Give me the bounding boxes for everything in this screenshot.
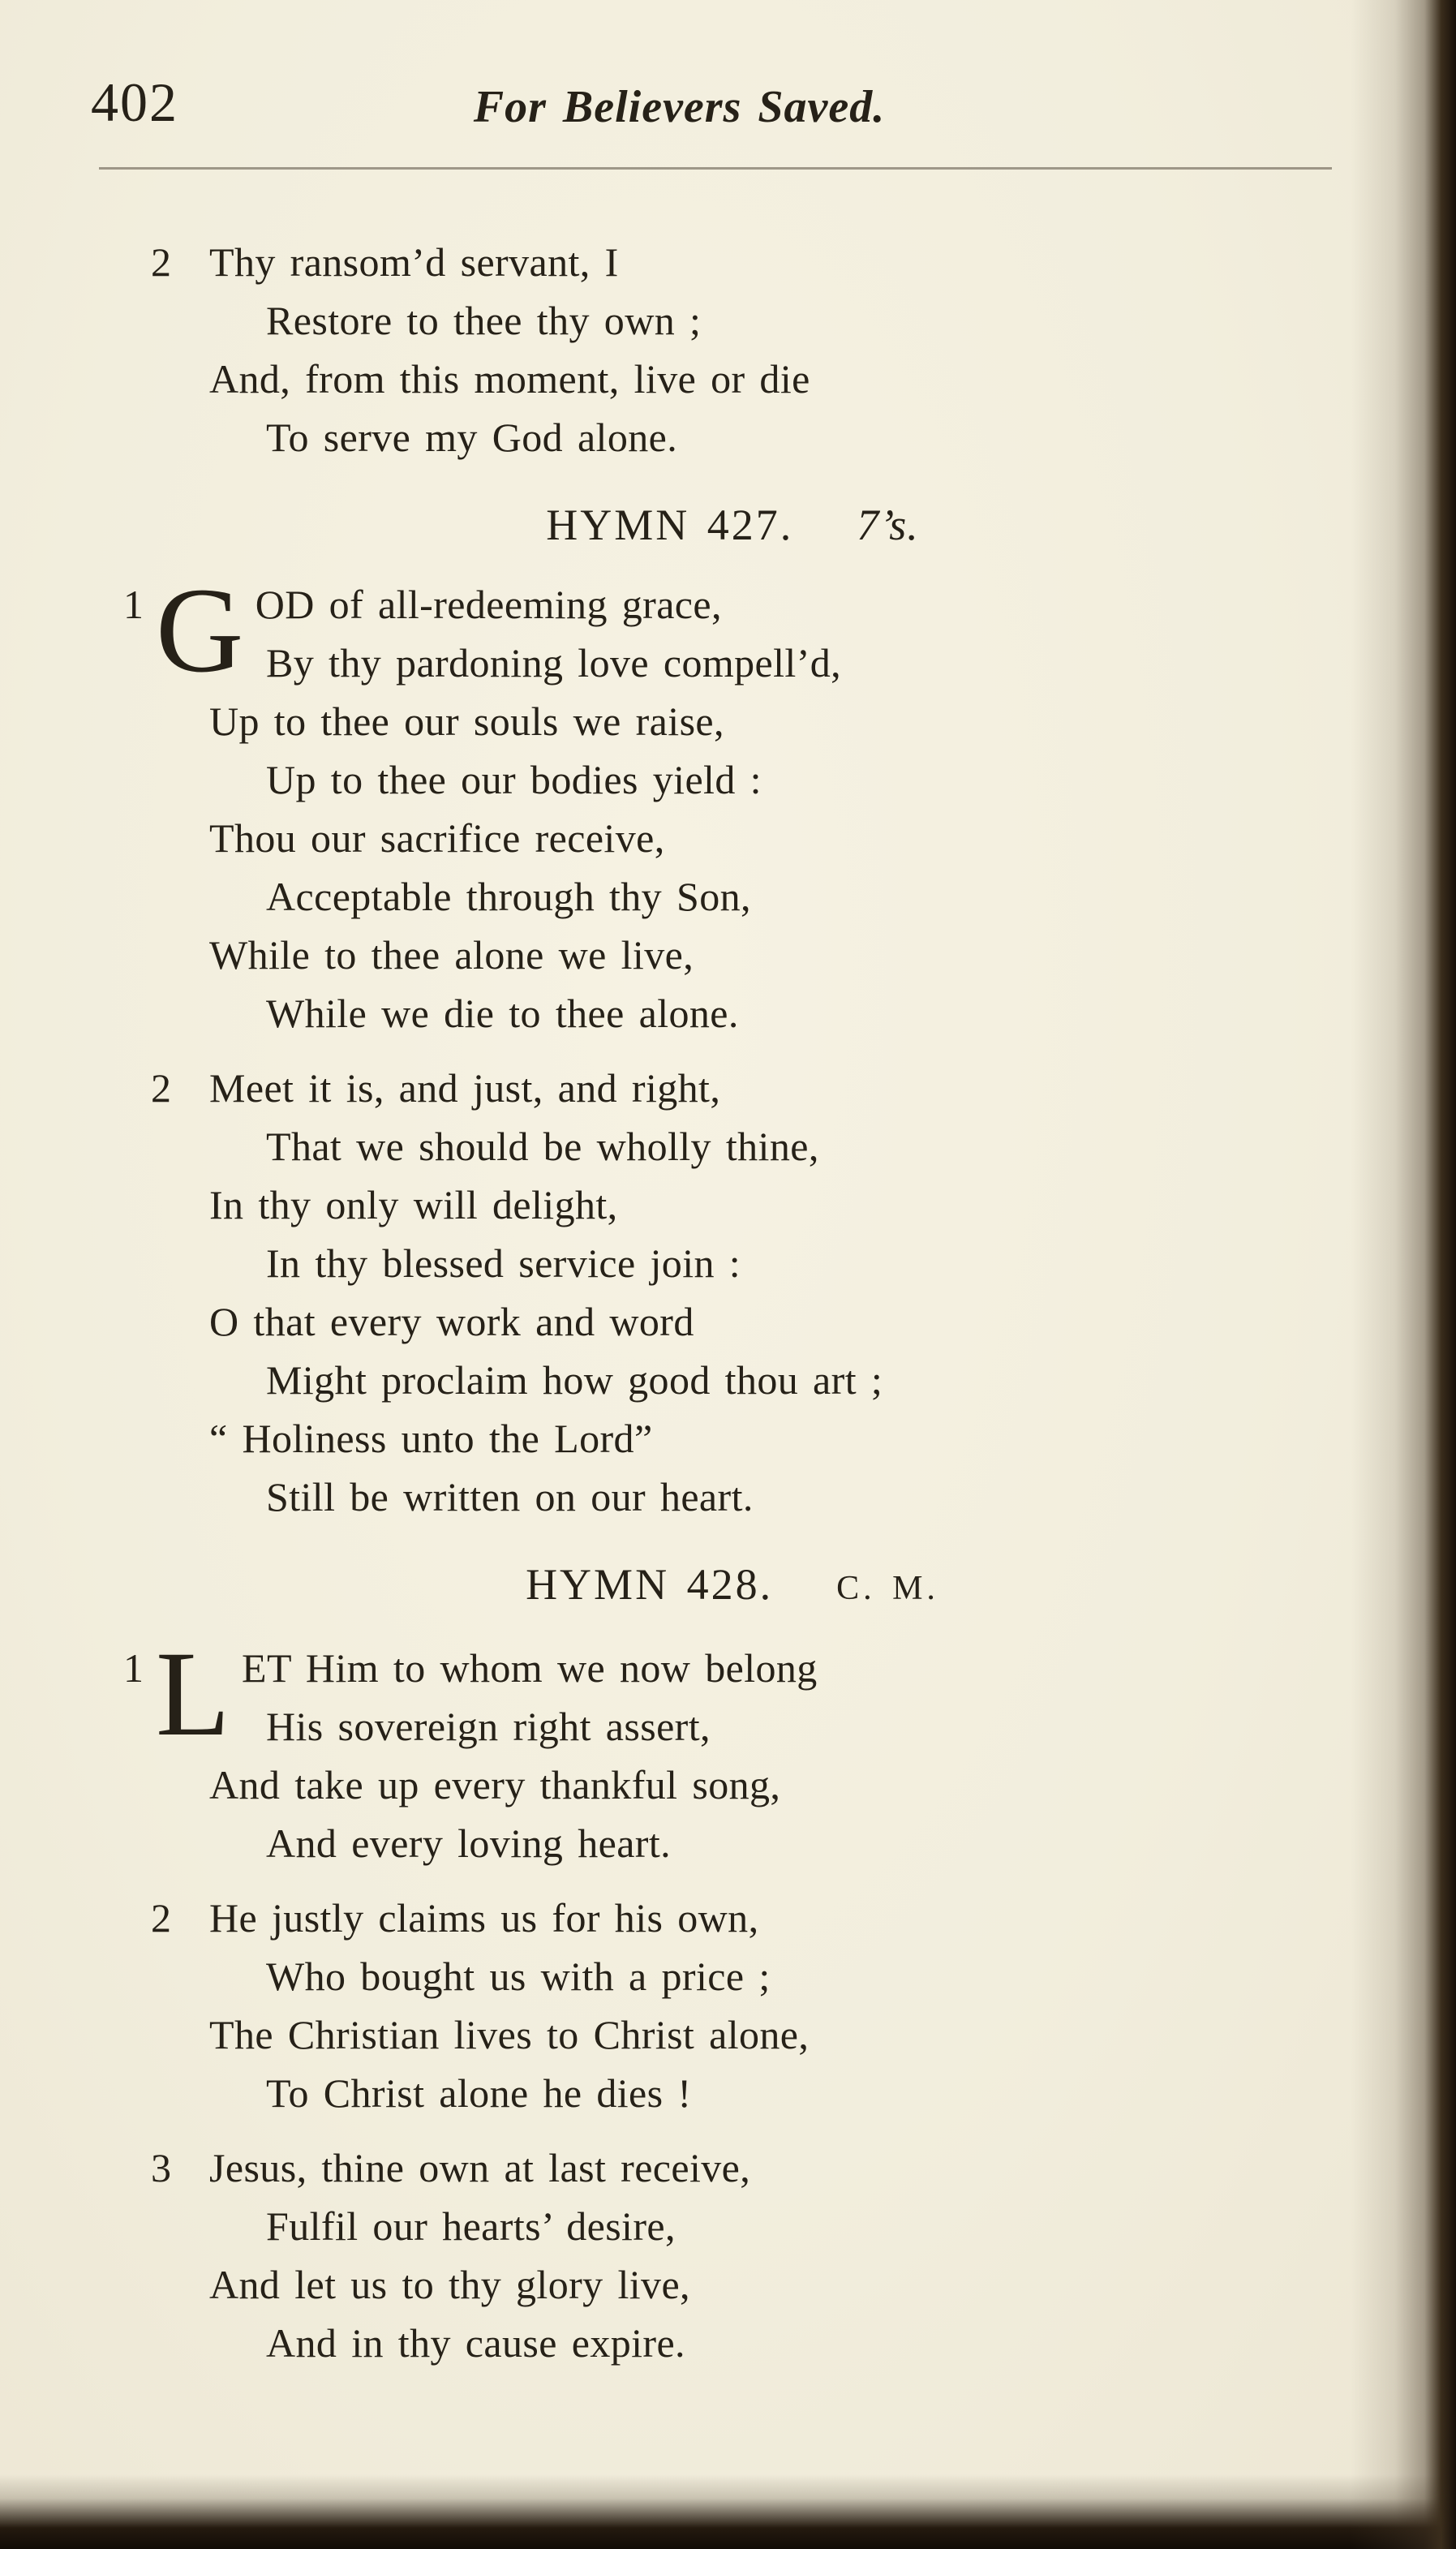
verse-line: The Christian lives to Christ alone, xyxy=(209,2012,810,2057)
verse-line: And in thy cause expire. xyxy=(266,2320,685,2366)
hymn-title: HYMN 427. xyxy=(546,501,794,549)
verse xyxy=(151,2138,1256,2372)
verse-line: Thou our sacrifice receive, xyxy=(209,815,665,861)
verse-line: Thy ransom’d servant, I xyxy=(209,239,619,285)
verse-number: 1 xyxy=(123,582,144,627)
verse-line: And take up every thankful song, xyxy=(209,1762,781,1808)
hymn-heading xyxy=(209,1558,1256,1614)
verse xyxy=(151,1889,1256,2122)
page-content xyxy=(123,233,1256,2372)
verse-line: His sovereign right assert, xyxy=(266,1704,711,1749)
verse xyxy=(151,1059,1256,1526)
hymn-meter: C. M. xyxy=(836,1570,939,1607)
verse-number: 3 xyxy=(151,2145,172,2190)
page-edge-shadow-right xyxy=(1351,0,1456,2549)
hymn-section xyxy=(123,1558,1256,2372)
verse-line: That we should be wholly thine, xyxy=(266,1124,819,1169)
verse-line: To serve my God alone. xyxy=(266,415,678,460)
verse-line: While to thee alone we live, xyxy=(209,932,694,978)
verse-line: Up to thee our souls we raise, xyxy=(209,699,724,744)
verse-line: O that every work and word xyxy=(209,1299,694,1344)
verse-number: 2 xyxy=(151,1065,172,1111)
verse-line: Jesus, thine own at last receive, xyxy=(209,2145,751,2190)
hymn-meter: 7’s. xyxy=(857,501,919,549)
verse-line: Up to thee our bodies yield : xyxy=(266,757,762,802)
drop-cap: G xyxy=(156,563,244,698)
verse-number: 2 xyxy=(151,239,172,285)
verse-line: Acceptable through thy Son, xyxy=(266,874,751,919)
hymn-heading xyxy=(209,499,1256,551)
verse-line: He justly claims us for his own, xyxy=(209,1895,759,1941)
verse-line: And, from this moment, live or die xyxy=(209,356,810,402)
verse xyxy=(123,563,1256,1042)
verse xyxy=(151,233,1256,466)
verse-number: 1 xyxy=(123,1645,144,1691)
verse-number: 2 xyxy=(151,1895,172,1941)
drop-cap: L xyxy=(156,1627,231,1761)
verse-line: Meet it is, and just, and right, xyxy=(209,1065,721,1111)
verse-line: Restore to thee thy own ; xyxy=(266,298,702,343)
verse-line: OD of all-redeeming grace, xyxy=(255,582,722,627)
verse-line: And every loving heart. xyxy=(266,1820,672,1866)
running-head xyxy=(0,0,1456,156)
verse-line: To Christ alone he dies ! xyxy=(266,2070,692,2116)
verse-line: “ Holiness unto the Lord” xyxy=(209,1416,653,1461)
page-number: 402 xyxy=(91,71,178,133)
verse-line: While we die to thee alone. xyxy=(266,991,739,1036)
verse-line: And let us to thy glory live, xyxy=(209,2262,690,2307)
running-header-title: For Believers Saved. xyxy=(473,82,886,132)
verse-line: ET Him to whom we now belong xyxy=(242,1645,818,1691)
hymn-title: HYMN 428. xyxy=(526,1560,774,1609)
verse-line: Who bought us with a price ; xyxy=(266,1954,771,1999)
header-rule xyxy=(99,167,1332,170)
page-edge-shadow-bottom xyxy=(0,2474,1456,2549)
verse-line: Still be written on our heart. xyxy=(266,1474,754,1520)
verse-line: Might proclaim how good thou art ; xyxy=(266,1357,883,1403)
verse-line: Fulfil our hearts’ desire, xyxy=(266,2203,676,2249)
hymn-section xyxy=(123,499,1256,1526)
verse-line: In thy blessed service join : xyxy=(266,1240,741,1286)
verse-line: By thy pardoning love compell’d, xyxy=(266,640,842,686)
verse-line: In thy only will delight, xyxy=(209,1182,618,1227)
verse xyxy=(123,1627,1256,1872)
